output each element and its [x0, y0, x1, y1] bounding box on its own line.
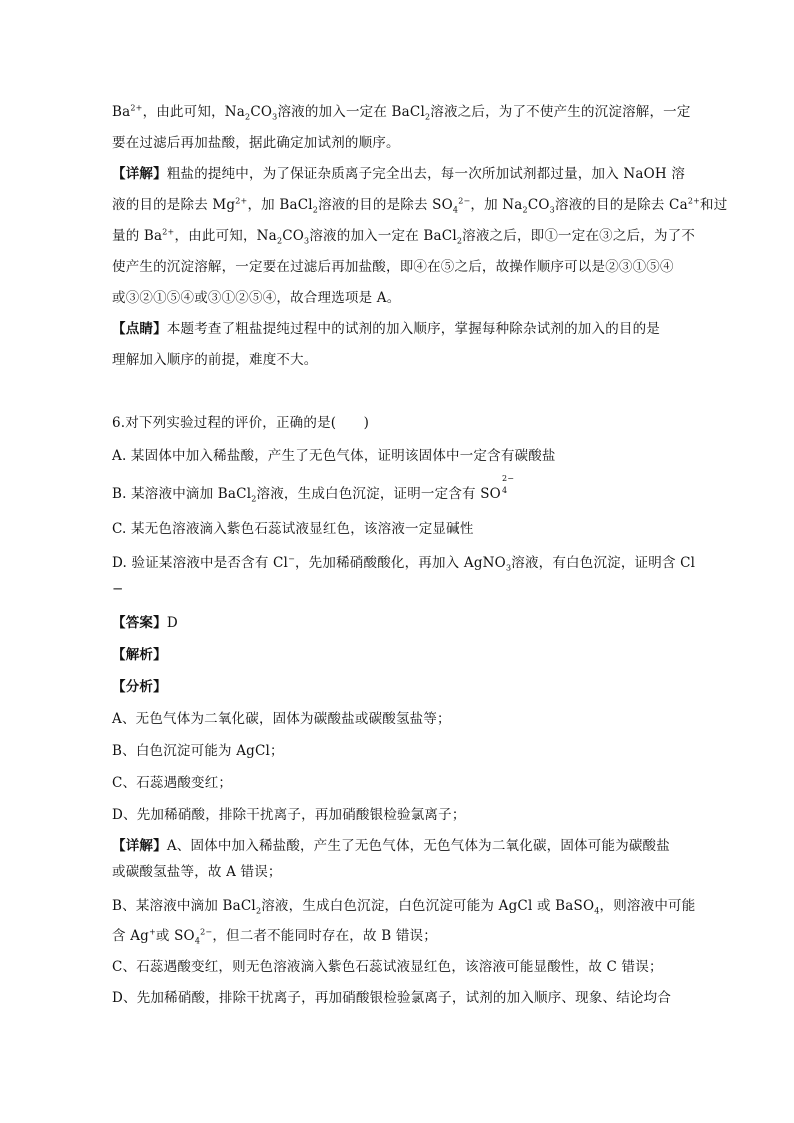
- text-run: ，先加稀硝酸酸化，再加入 AgNO: [294, 555, 506, 571]
- text-run: B、白色沉淀可能为 AgCl；: [112, 743, 284, 759]
- answer-value: D: [166, 615, 178, 631]
- subscript: 2: [522, 205, 528, 215]
- text-run: D、先加稀硝酸，排除干扰离子，再加硝酸银检验氯离子，试剂的加入顺序、现象、结论均合: [112, 990, 672, 1006]
- text-run: 量的 Ba: [112, 228, 163, 244]
- text-run: Ba: [112, 104, 131, 120]
- option-c: [112, 519, 684, 539]
- section-heading: 【解析】: [112, 647, 167, 663]
- text-line: [112, 677, 684, 697]
- text-run: 6.对下列实验过程的评价，正确的是( ): [112, 415, 370, 431]
- superscript: 2+: [687, 196, 701, 206]
- subscript: 2: [255, 906, 262, 916]
- text-run: C. 某无色溶液滴入紫色石蕊试液显红色，该溶液一定显碱性: [112, 521, 474, 537]
- text-run: 含 Ag: [112, 928, 149, 944]
- text-run: 溶液，生成白色沉淀，证明一定含有 SO: [256, 486, 501, 502]
- text-run: ，加 BaCl: [247, 197, 313, 213]
- subscript: 4: [501, 486, 508, 495]
- superscript: 2+: [235, 196, 248, 206]
- subscript: 2: [245, 112, 251, 122]
- subscript: 3: [272, 112, 278, 122]
- subscript: 4: [594, 906, 600, 916]
- text-line: [112, 957, 684, 977]
- text-line: [112, 133, 684, 153]
- subscript: 3: [549, 205, 555, 215]
- text-run: 粗盐的提纯中，为了保证杂质离子完全出去，每一次所加试剂都过量，加入 NaOH 溶: [166, 166, 686, 182]
- subscript: 4: [452, 205, 459, 215]
- subscript: 3: [304, 236, 310, 246]
- text-line: [112, 288, 684, 308]
- text-line: [112, 164, 684, 184]
- text-run: A. 某固体中加入稀盐酸，产生了无色气体，证明该固体中一定含有碳酸盐: [112, 448, 556, 464]
- superscript: 2−: [458, 196, 471, 206]
- text-line: [112, 741, 684, 761]
- subscript: 2: [456, 236, 463, 246]
- text-run: 溶液，有白色沉淀，证明含 Cl: [511, 555, 696, 571]
- text-run: ，但二者不能同时存在，故 B 错误；: [212, 928, 437, 944]
- text-run: 溶液的目的是除去 Ca: [554, 197, 688, 213]
- text-run: D、先加稀硝酸，排除干扰离子，再加硝酸银检验氯离子；: [112, 807, 466, 823]
- text-run: 本题考查了粗盐提纯过程中的试剂的加入顺序，掌握每种除杂试剂的加入的目的是: [166, 321, 661, 337]
- question-title: [112, 413, 684, 433]
- subscript: 3: [505, 563, 512, 573]
- text-run: D. 验证某溶液中是否含有 Cl: [112, 555, 289, 571]
- subscript: 2: [424, 112, 431, 122]
- answer-line: [112, 613, 684, 633]
- text-run: 溶液，生成白色沉淀，白色沉淀可能为 AgCl 或 BaSO: [261, 898, 595, 914]
- text-run: C、石蕊遇酸变红；: [112, 775, 233, 791]
- text-line: [112, 257, 684, 277]
- text-line: [112, 805, 684, 825]
- text-run: B、某溶液中滴加 BaCl: [112, 898, 256, 914]
- text-run: 使产生的沉淀溶解，一定要在过滤后再加盐酸，即④在⑤之后，故操作顺序可以是②③①⑤④: [112, 259, 674, 275]
- text-line: [112, 645, 684, 665]
- text-run: ，由此可知，Na: [174, 228, 277, 244]
- text-line: [112, 102, 691, 122]
- text-run: CO: [282, 228, 305, 244]
- text-line: [112, 709, 684, 729]
- text-run: 要在过滤后再加盐酸，据此确定加试剂的顺序。: [112, 135, 400, 151]
- text-run: CO: [527, 197, 550, 213]
- option-a: [112, 446, 684, 466]
- superscript: 2−: [501, 474, 515, 483]
- text-run: A、固体中加入稀盐酸，产生了无色气体，无色气体为二氧化碳，固体可能为碳酸盐: [166, 838, 670, 854]
- subscript: 2: [276, 236, 283, 246]
- text-line: [112, 862, 684, 882]
- text-line: [112, 579, 684, 599]
- text-line: [112, 195, 728, 215]
- charge-stack: [501, 474, 515, 498]
- text-line: [112, 896, 696, 916]
- section-heading: 【分析】: [112, 679, 167, 695]
- text-line: [112, 926, 684, 946]
- text-run: 溶液之后，即①一定在③之后，为了不: [462, 228, 696, 244]
- text-run: 溶液的加入一定在 BaCl: [277, 104, 425, 120]
- text-run: 理解加入顺序的前提，难度不大。: [112, 352, 318, 368]
- text-line: [112, 773, 684, 793]
- option-b: [112, 474, 684, 504]
- text-run: ，由此可知，Na: [142, 104, 246, 120]
- superscript: 2+: [130, 103, 143, 113]
- text-run: 溶液之后，为了不使产生的沉淀溶解，一定: [430, 104, 691, 120]
- text-run: 液的目的是除去 Mg: [112, 197, 236, 213]
- subscript: 4: [194, 936, 201, 946]
- text-run: 和过: [700, 197, 728, 213]
- text-run: B. 某溶液中滴加 BaCl: [112, 486, 252, 502]
- text-line: [112, 350, 684, 370]
- text-run: CO: [250, 104, 273, 120]
- text-run: 溶液的加入一定在 BaCl: [309, 228, 457, 244]
- text-run: 或碳酸氢盐等，故 A 错误；: [112, 864, 282, 880]
- superscript: +: [148, 927, 156, 937]
- text-run: ，则溶液中可能: [599, 898, 696, 914]
- superscript: −: [288, 554, 295, 564]
- text-line: [112, 319, 684, 339]
- subscript: 2: [312, 205, 319, 215]
- text-run: 溶液的目的是除去 SO: [318, 197, 453, 213]
- text-run: −: [112, 581, 124, 597]
- superscript: 2−: [200, 927, 213, 937]
- text-line: [112, 226, 696, 246]
- text-run: 或③②①⑤④或③①②⑤④，故合理选项是 A。: [112, 290, 401, 306]
- section-heading: 【答案】: [112, 615, 167, 631]
- section-heading: 【点睛】: [112, 321, 167, 337]
- section-heading: 【详解】: [112, 838, 167, 854]
- text-line: [112, 988, 684, 1008]
- text-run: C、石蕊遇酸变红，则无色溶液滴入紫色石蕊试液显红色，该溶液可能显酸性，故 C 错误；: [112, 959, 663, 975]
- text-line: [112, 836, 684, 856]
- option-d: [112, 553, 696, 573]
- text-run: 或 SO: [155, 928, 195, 944]
- section-heading: 【详解】: [112, 166, 167, 182]
- text-run: ，加 Na: [470, 197, 523, 213]
- text-run: A、无色气体为二氧化碳，固体为碳酸盐或碳酸氢盐等；: [112, 711, 451, 727]
- subscript: 2: [251, 494, 257, 504]
- superscript: 2+: [162, 227, 175, 237]
